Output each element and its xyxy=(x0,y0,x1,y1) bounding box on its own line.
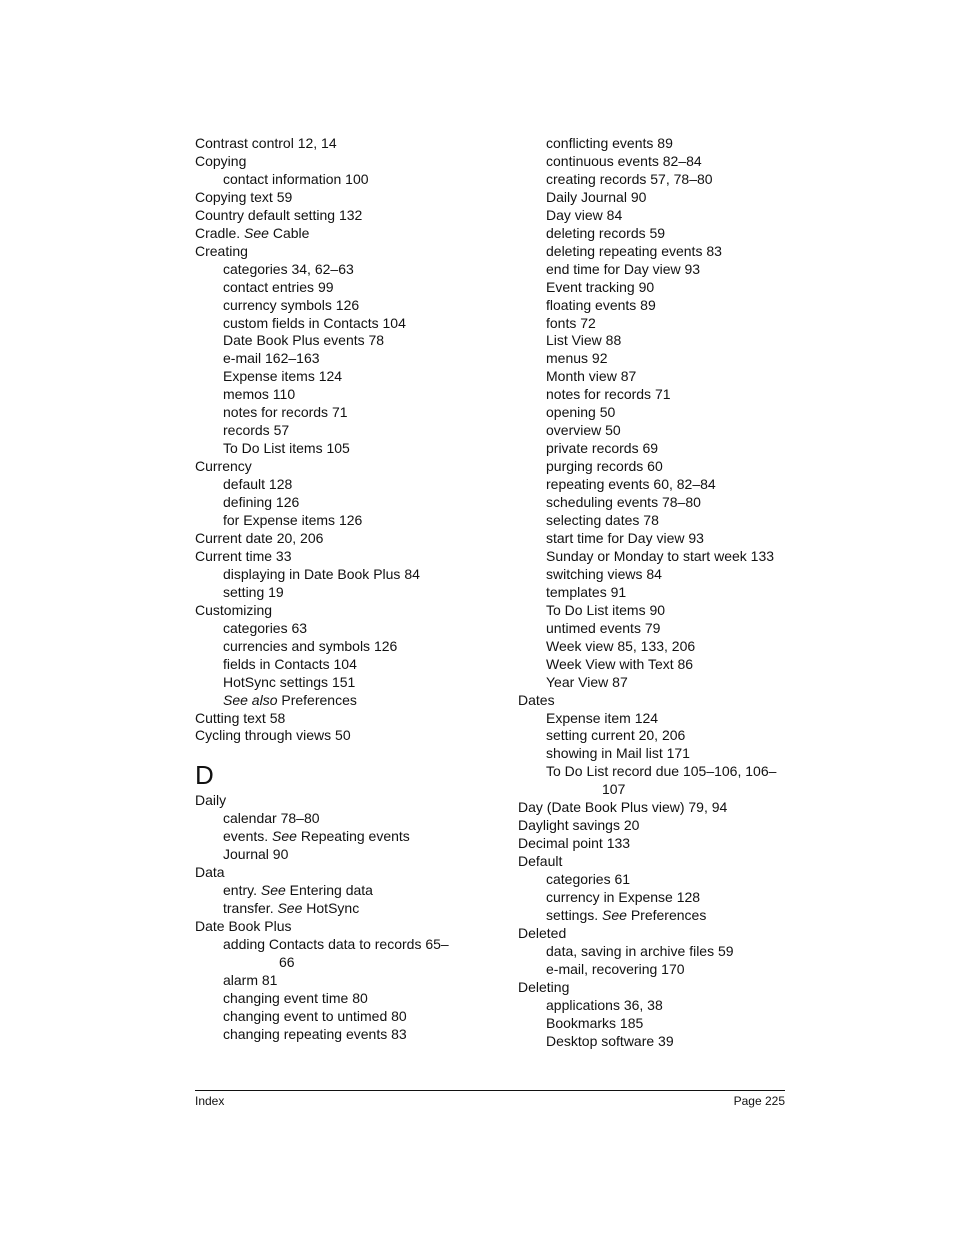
index-subentry: conflicting events 89 xyxy=(546,135,673,151)
index-subentry: menus 92 xyxy=(546,350,608,367)
see-reference: See also xyxy=(223,691,278,708)
index-subentry: Sunday or Monday to start week 133 xyxy=(546,547,775,564)
see-reference: See xyxy=(244,224,269,241)
index-subentry: displaying in Date Book Plus 84 xyxy=(223,565,420,582)
index-entry: Daylight savings 20 xyxy=(518,817,640,834)
index-subentry: overview 50 xyxy=(546,422,621,439)
index-subentry: categories 61 xyxy=(546,871,631,888)
index-subentry xyxy=(518,907,788,925)
see-reference: See xyxy=(277,900,303,917)
index-subentry xyxy=(195,692,495,710)
index-subentry: opening 50 xyxy=(546,404,616,421)
index-subentry: Date Book Plus events 78 xyxy=(223,332,385,349)
see-target: Preferences xyxy=(277,691,357,708)
index-subentry: changing repeating events 83 xyxy=(223,1025,407,1042)
index-subentry: floating events 89 xyxy=(546,296,656,313)
index-subentry: deleting records 59 xyxy=(546,224,666,241)
index-subentry: setting current 20, 206 xyxy=(546,727,686,744)
index-subentry: untimed events 79 xyxy=(546,619,661,636)
index-subentry: To Do List items 105 xyxy=(223,440,350,457)
index-subentry: deleting repeating events 83 xyxy=(546,242,722,259)
footer-rule xyxy=(195,1090,785,1091)
index-entry: Cycling through views 50 xyxy=(195,727,351,744)
entry-text: Cradle. xyxy=(195,224,245,241)
index-subentry: List View 88 xyxy=(546,332,622,349)
index-subentry: templates 91 xyxy=(546,583,627,600)
index-subentry xyxy=(195,828,495,846)
index-subentry: HotSync settings 151 xyxy=(223,673,356,690)
index-subentry: Day view 84 xyxy=(546,206,623,223)
index-subentry: changing event time 80 xyxy=(223,989,368,1006)
index-subentry: records 57 xyxy=(223,422,290,439)
index-subentry: Desktop software 39 xyxy=(546,1032,674,1049)
index-subentry: repeating events 60, 82–84 xyxy=(546,476,716,493)
index-subentry: for Expense items 126 xyxy=(223,512,363,529)
index-section-letter: D xyxy=(195,760,214,791)
index-subentry: Year View 87 xyxy=(546,673,628,690)
index-subentry: Expense items 124 xyxy=(223,368,343,385)
entry-text: settings. xyxy=(546,906,603,923)
index-subentry: To Do List record due 105–106, 106– xyxy=(546,763,777,780)
see-reference: See xyxy=(260,882,286,899)
index-column-left xyxy=(195,135,495,1044)
index-entry: Dates xyxy=(518,691,555,708)
see-reference: See xyxy=(272,828,297,845)
see-target: Cable xyxy=(268,224,310,241)
see-target: Entering data xyxy=(285,882,373,899)
index-subentry: showing in Mail list 171 xyxy=(546,745,690,762)
index-subentry: To Do List items 90 xyxy=(546,601,666,618)
index-subentry: currency symbols 126 xyxy=(223,296,360,313)
index-subentry: scheduling events 78–80 xyxy=(546,494,701,511)
index-subentry: memos 110 xyxy=(223,386,296,403)
index-entry: Creating xyxy=(195,242,248,259)
index-entry: Deleted xyxy=(518,924,567,941)
index-subentry: end time for Day view 93 xyxy=(546,260,701,277)
index-entry: Current date 20, 206 xyxy=(195,529,324,546)
index-entry: Customizing xyxy=(195,601,273,618)
index-subentry: changing event to untimed 80 xyxy=(223,1007,407,1024)
index-subentry: Event tracking 90 xyxy=(546,278,655,295)
index-entry-continuation: 107 xyxy=(602,781,626,798)
index-entry: Decimal point 133 xyxy=(518,835,631,852)
index-entry: Date Book Plus xyxy=(195,918,292,935)
index-subentry: currency in Expense 128 xyxy=(546,889,701,906)
index-entry: Deleting xyxy=(518,978,570,995)
index-subentry: switching views 84 xyxy=(546,565,662,582)
index-entry: Daily xyxy=(195,792,227,809)
see-target: Repeating events xyxy=(296,828,410,845)
see-target: HotSync xyxy=(302,900,360,917)
index-entry-continuation: 66 xyxy=(279,953,295,970)
index-subentry: data, saving in archive files 59 xyxy=(546,942,734,959)
index-subentry: adding Contacts data to records 65– xyxy=(223,936,449,953)
index-entry: Default xyxy=(518,853,563,870)
index-entry xyxy=(195,225,495,243)
index-entry: Day (Date Book Plus view) 79, 94 xyxy=(518,799,728,816)
index-entry: Copying xyxy=(195,152,247,169)
index-entry: Country default setting 132 xyxy=(195,206,363,223)
index-subentry: private records 69 xyxy=(546,440,659,457)
index-subentry: fonts 72 xyxy=(546,314,596,331)
index-subentry xyxy=(195,900,495,918)
index-subentry: creating records 57, 78–80 xyxy=(546,170,713,187)
index-entry: Data xyxy=(195,864,225,881)
index-subentry: Week view 85, 133, 206 xyxy=(546,637,696,654)
index-subentry: defining 126 xyxy=(223,494,300,511)
index-subentry: start time for Day view 93 xyxy=(546,529,704,546)
index-entry: Currency xyxy=(195,458,252,475)
index-entry: Current time 33 xyxy=(195,547,292,564)
index-subentry: categories 34, 62–63 xyxy=(223,260,354,277)
index-subentry: continuous events 82–84 xyxy=(546,152,702,169)
footer-page-number: Page 225 xyxy=(733,1094,785,1108)
index-subentry xyxy=(195,882,495,900)
footer-section-label: Index xyxy=(195,1094,225,1108)
index-subentry: default 128 xyxy=(223,476,293,493)
index-subentry: Week View with Text 86 xyxy=(546,655,694,672)
index-subentry: Bookmarks 185 xyxy=(546,1014,644,1031)
index-subentry: alarm 81 xyxy=(223,971,278,988)
index-column-right xyxy=(518,135,788,1051)
index-subentry: contact entries 99 xyxy=(223,278,334,295)
index-subentry: Expense item 124 xyxy=(546,709,659,726)
index-subentry: Daily Journal 90 xyxy=(546,188,647,205)
entry-text: entry. xyxy=(223,882,261,899)
index-subentry: custom fields in Contacts 104 xyxy=(223,314,406,331)
index-subentry: selecting dates 78 xyxy=(546,512,659,529)
index-subentry: notes for records 71 xyxy=(223,404,348,421)
index-subentry: calendar 78–80 xyxy=(223,810,320,827)
index-entry: Cutting text 58 xyxy=(195,709,286,726)
index-subentry: fields in Contacts 104 xyxy=(223,655,357,672)
index-subentry: categories 63 xyxy=(223,619,308,636)
index-entry: Copying text 59 xyxy=(195,188,293,205)
index-subentry: notes for records 71 xyxy=(546,386,671,403)
index-subentry: purging records 60 xyxy=(546,458,663,475)
index-subentry: Journal 90 xyxy=(223,846,289,863)
entry-text: transfer. xyxy=(223,900,278,917)
index-entry: Contrast control 12, 14 xyxy=(195,135,337,151)
index-subentry: e-mail, recovering 170 xyxy=(546,960,685,977)
see-reference: See xyxy=(602,906,627,923)
index-subentry: currencies and symbols 126 xyxy=(223,637,398,654)
index-subentry: contact information 100 xyxy=(223,170,369,187)
entry-text: events. xyxy=(223,828,273,845)
index-subentry: setting 19 xyxy=(223,583,284,600)
index-subentry: applications 36, 38 xyxy=(546,996,663,1013)
see-target: Preferences xyxy=(626,906,707,923)
index-subentry: Month view 87 xyxy=(546,368,637,385)
index-subentry: e-mail 162–163 xyxy=(223,350,320,367)
